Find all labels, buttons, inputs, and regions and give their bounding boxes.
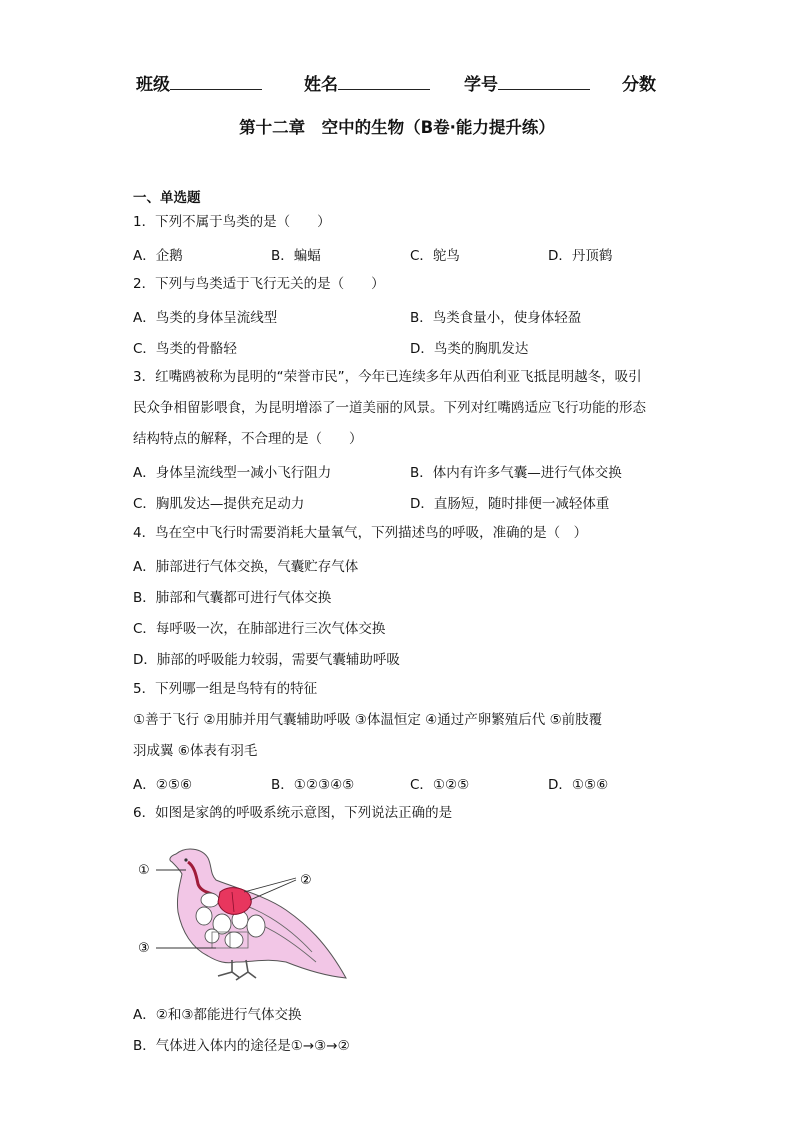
q5-option-c[interactable]: C．①②⑤	[410, 777, 470, 793]
question-5-items-line-2: 羽成翼 ⑥体表有羽毛	[133, 743, 258, 759]
question-3-stem-line-2: 民众争相留影喂食，为昆明增添了一道美丽的风景。下列对红嘴鸥适应飞行功能的形态	[133, 400, 646, 416]
q2-option-a[interactable]: A．鸟类的身体呈流线型	[133, 310, 278, 326]
q4-option-b[interactable]: B．肺部和气囊都可进行气体交换	[133, 590, 332, 606]
q5-option-b[interactable]: B．①②③④⑤	[271, 777, 355, 793]
question-5-stem: 5．下列哪一组是鸟特有的特征	[133, 681, 318, 697]
question-6-stem: 6．如图是家鸽的呼吸系统示意图，下列说法正确的是	[133, 805, 453, 821]
id-blank[interactable]	[498, 74, 590, 90]
q1-option-b[interactable]: B．蝙蝠	[271, 248, 321, 264]
class-blank[interactable]	[170, 74, 262, 90]
q1-option-d[interactable]: D．丹顶鹤	[548, 248, 613, 264]
score-label: 分数	[622, 75, 656, 95]
pigeon-respiratory-diagram	[136, 840, 348, 985]
name-field	[304, 70, 430, 95]
q5-option-a[interactable]: A．②⑤⑥	[133, 777, 193, 793]
q2-option-c[interactable]: C．鸟类的骨骼轻	[133, 341, 237, 357]
q2-option-b[interactable]: B．鸟类食量小，使身体轻盈	[410, 310, 582, 326]
q6-option-a[interactable]: A．②和③都能进行气体交换	[133, 1007, 302, 1023]
q4-option-c[interactable]: C．每呼吸一次，在肺部进行三次气体交换	[133, 621, 386, 637]
question-1-stem: 1．下列不属于鸟类的是（ ）	[133, 214, 331, 230]
question-4-stem: 4．鸟在空中飞行时需要消耗大量氧气，下列描述鸟的呼吸，准确的是（ ）	[133, 525, 588, 541]
question-5-items-line-1: ①善于飞行 ②用肺并用气囊辅助呼吸 ③体温恒定 ④通过产卵繁殖后代 ⑤前肢覆	[133, 712, 603, 728]
name-blank[interactable]	[338, 74, 430, 90]
section-heading: 一、单选题	[133, 190, 201, 206]
class-label: 班级	[136, 75, 170, 95]
class-field	[136, 70, 262, 95]
q1-option-c[interactable]: C．鸵鸟	[410, 248, 460, 264]
q2-option-d[interactable]: D．鸟类的胸肌发达	[410, 341, 529, 357]
q3-option-d[interactable]: D．直肠短，随时排便一减轻体重	[410, 496, 610, 512]
question-2-stem: 2．下列与鸟类适于飞行无关的是（ ）	[133, 276, 385, 292]
q5-option-d[interactable]: D．①⑤⑥	[548, 777, 609, 793]
label-1: ①	[138, 863, 150, 878]
q1-option-a[interactable]: A．企鹅	[133, 248, 183, 264]
id-label: 学号	[464, 75, 498, 95]
name-label: 姓名	[304, 75, 338, 95]
q4-option-d[interactable]: D．肺部的呼吸能力较弱，需要气囊辅助呼吸	[133, 652, 400, 668]
q3-option-b[interactable]: B．体内有许多气囊—进行气体交换	[410, 465, 622, 481]
id-field	[464, 70, 590, 95]
q4-option-a[interactable]: A．肺部进行气体交换，气囊贮存气体	[133, 559, 359, 575]
page-title: 第十二章 空中的生物（B卷·能力提升练）	[239, 118, 555, 137]
question-3-stem-line-1: 3．红嘴鸥被称为昆明的“荣誉市民”，今年已连续多年从西伯利亚飞抵昆明越冬，吸引	[133, 369, 642, 385]
label-3: ③	[138, 941, 150, 956]
q6-option-b[interactable]: B．气体进入体内的途径是①→③→②	[133, 1038, 350, 1054]
q3-option-c[interactable]: C．胸肌发达—提供充足动力	[133, 496, 305, 512]
q3-option-a[interactable]: A．身体呈流线型一减小飞行阻力	[133, 465, 332, 481]
question-3-stem-line-3: 结构特点的解释，不合理的是（ ）	[133, 431, 363, 447]
label-2: ②	[300, 873, 312, 888]
